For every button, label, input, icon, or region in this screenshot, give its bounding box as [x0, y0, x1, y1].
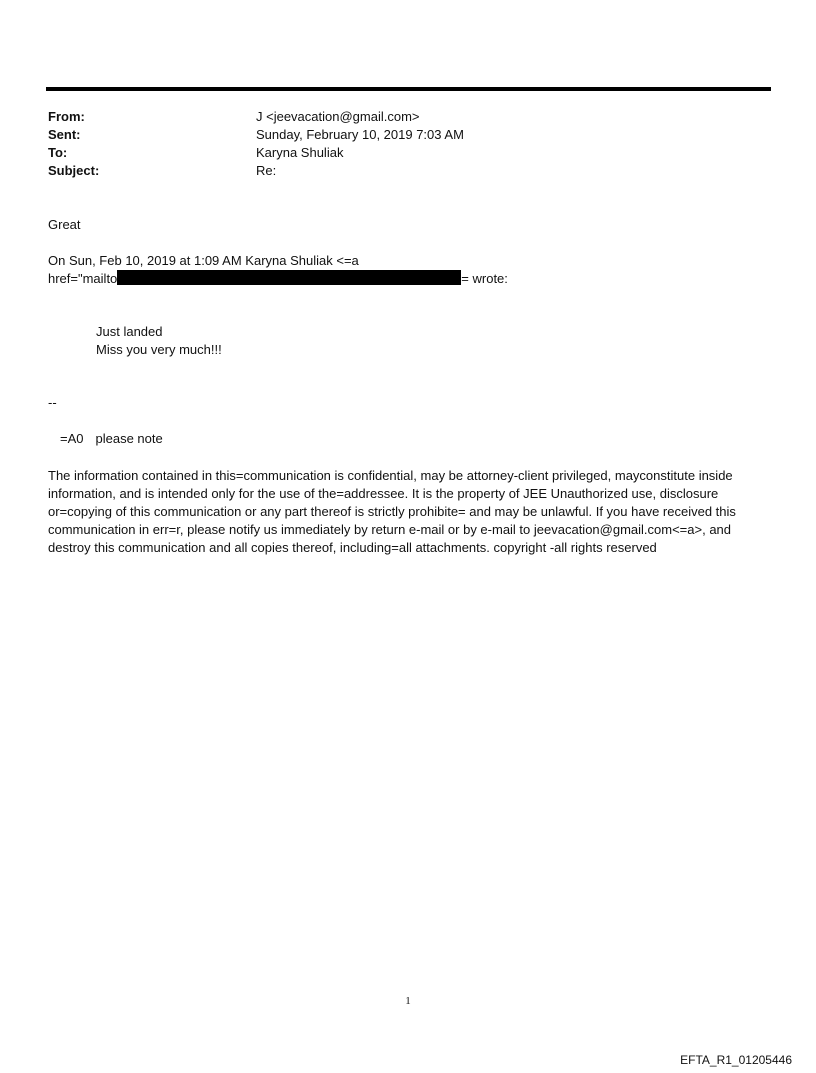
to-label: To:: [48, 145, 68, 160]
page-number: 1: [405, 995, 411, 1007]
confidentiality-disclaimer: The information contained in this=communication is confidential, may be attorney-client privileged, mayconstitute inside information, and is intended only for the use of the=addressee. It is the property of JEE Unauthorized use, disclosure or=copying of this communication or any part thereof is strictly prohibite= and may be unlawful. If you have received this communication in err=r, please notify us immediately by return e-mail or by e-mail to jeevacation@gmail.com<=a>, and destroy this communication and all copies thereof, including=all attachments. copyright -all rights reserved: [48, 468, 736, 555]
quoted-message: [96, 323, 222, 359]
quote-intro-line1: On Sun, Feb 10, 2019 at 1:09 AM Karyna Shuliak <=a: [48, 253, 359, 268]
subject-value: Re:: [256, 163, 277, 178]
from-row: [48, 108, 464, 126]
email-body: [48, 216, 768, 288]
from-value: J <jeevacation@gmail.com>: [256, 109, 420, 124]
note-text: please note: [95, 431, 163, 446]
note-code: =A0: [60, 431, 84, 446]
redaction-block: [117, 270, 461, 285]
sent-value: Sunday, February 10, 2019 7:03 AM: [256, 127, 464, 142]
reply-text: Great: [48, 217, 81, 232]
quoted-line-2: Miss you very much!!!: [96, 342, 222, 357]
to-row: [48, 144, 464, 162]
sent-row: [48, 126, 464, 144]
to-value: Karyna Shuliak: [256, 145, 344, 160]
signature-separator: --: [48, 395, 57, 410]
quote-intro-mailto: href="mailto: [48, 271, 118, 286]
note-line: [60, 431, 163, 446]
subject-row: [48, 162, 464, 180]
subject-label: Subject:: [48, 163, 100, 178]
email-header: [48, 108, 464, 180]
from-label: From:: [48, 109, 85, 124]
quote-intro-wrote: = wrote:: [461, 271, 508, 286]
document-id: EFTA_R1_01205446: [680, 1053, 792, 1067]
quoted-line-1: Just landed: [96, 324, 163, 339]
sent-label: Sent:: [48, 127, 81, 142]
quote-intro-line2: [48, 270, 768, 288]
header-divider: [46, 87, 771, 91]
